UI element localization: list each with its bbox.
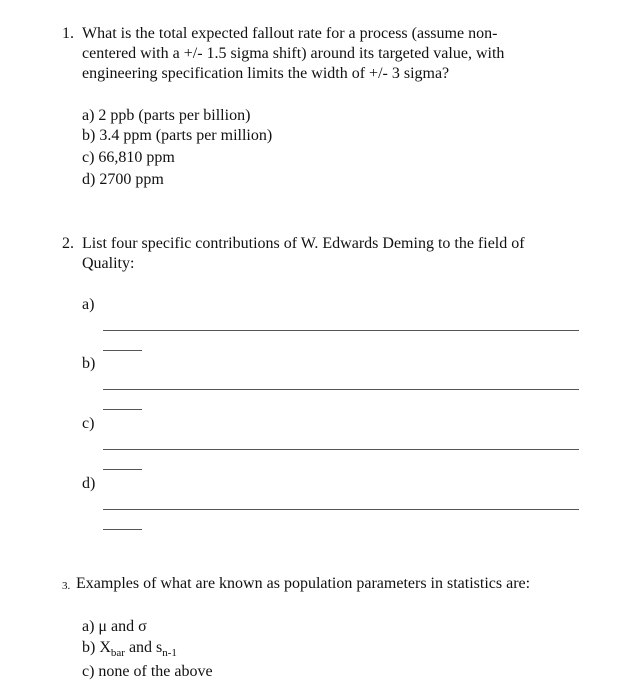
question-1-option-b: b) 3.4 ppm (parts per million) <box>82 127 273 144</box>
question-2-line-1: List four specific contributions of W. Edwards Deming to the field of <box>82 235 525 252</box>
answer-c-line-2[interactable] <box>103 469 142 470</box>
question-1-option-a: a) 2 ppb (parts per billion) <box>82 107 251 124</box>
question-1-number: 1. <box>62 25 74 42</box>
question-1-line-2: centered with a +/- 1.5 sigma shift) around its targeted value, with <box>82 45 505 62</box>
question-3-option-c: c) none of the above <box>82 663 213 680</box>
option-b-subscript-bar: bar <box>110 647 125 660</box>
question-2-answer-label-a: a) <box>82 296 95 313</box>
question-1-option-c: c) 66,810 ppm <box>82 149 175 166</box>
question-2-answer-label-b: b) <box>82 355 96 372</box>
option-b-middle: and s <box>124 639 163 656</box>
question-1-line-3: engineering specification limits the width of +/- 3 sigma? <box>82 65 450 82</box>
answer-b-line-2[interactable] <box>103 409 142 410</box>
answer-b-line-1[interactable] <box>103 389 579 390</box>
answer-d-line-2[interactable] <box>103 529 142 530</box>
question-2-line-2: Quality: <box>82 255 135 272</box>
question-1-line-1: What is the total expected fallout rate for a process (assume non- <box>82 25 498 42</box>
question-3-option-b <box>82 638 177 658</box>
question-2-answer-label-d: d) <box>82 475 96 492</box>
question-2-number: 2. <box>62 235 74 252</box>
option-b-prefix: b) X <box>82 639 111 656</box>
question-1-option-d: d) 2700 ppm <box>82 171 164 188</box>
option-b-subscript-n-1: n-1 <box>162 647 177 660</box>
question-3-text: Examples of what are known as population parameters in statistics are: <box>76 575 531 592</box>
answer-a-line-2[interactable] <box>103 350 142 351</box>
question-3-number: 3. <box>62 580 71 592</box>
question-2-answer-label-c: c) <box>82 415 95 432</box>
answer-c-line-1[interactable] <box>103 449 579 450</box>
answer-d-line-1[interactable] <box>103 509 579 510</box>
answer-a-line-1[interactable] <box>103 330 579 331</box>
question-3-option-a: a) μ and σ <box>82 618 147 635</box>
